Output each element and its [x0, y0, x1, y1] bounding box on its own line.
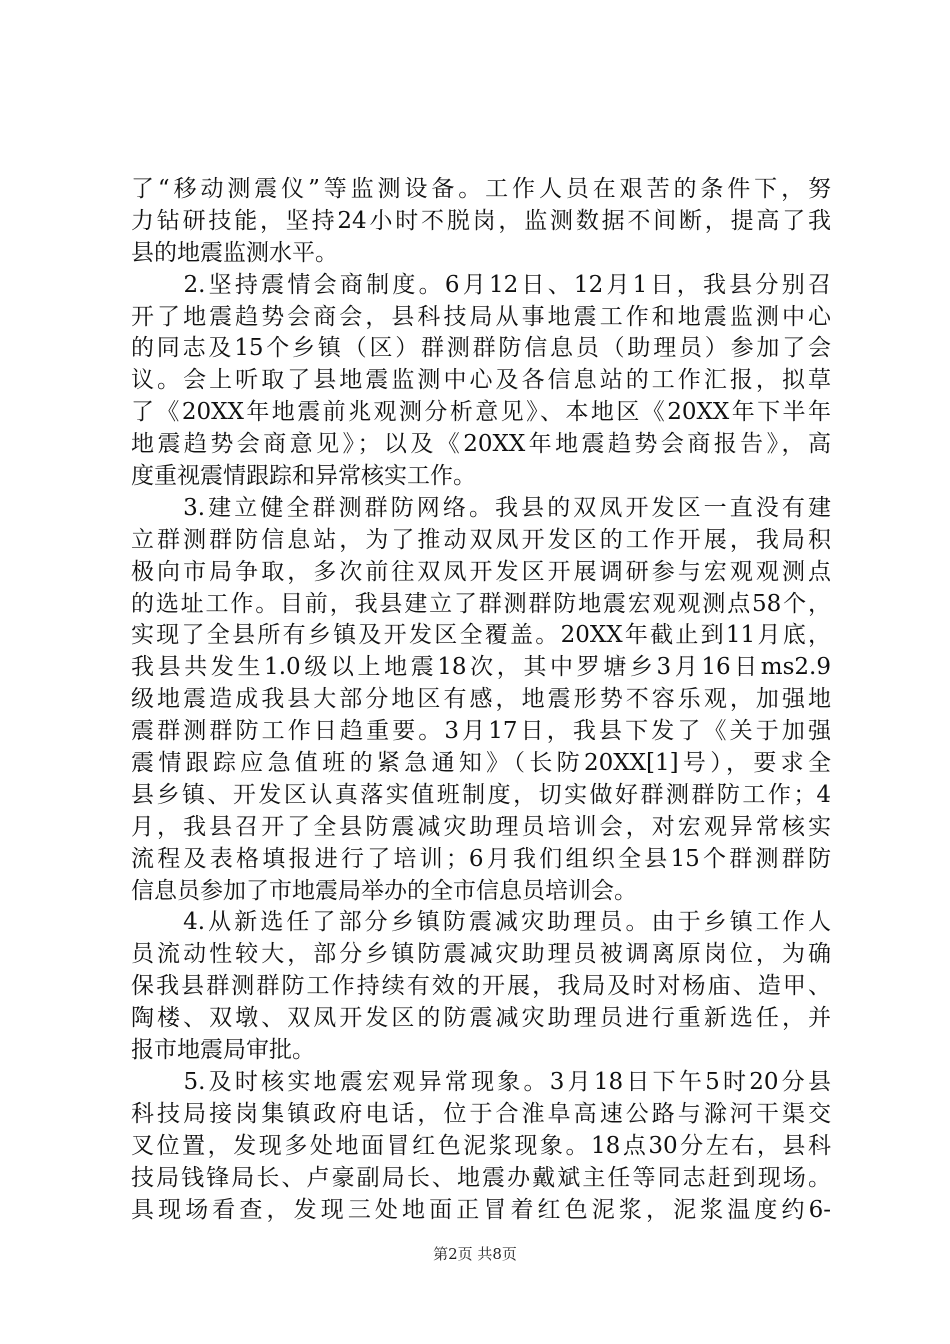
- text-line: 度重视震情跟踪和异常核实工作。: [131, 463, 476, 490]
- text-line: 地震趋势会商意见》；以及《20XX年地震趋势会商报告》，高: [131, 431, 831, 458]
- text-line: 月，我县召开了全县防震减灾助理员培训会，对宏观异常核实: [131, 813, 831, 840]
- text-line: 报市地震局审批。: [131, 1037, 315, 1064]
- text-line: 极向市局争取，多次前往双凤开发区开展调研参与宏观观测点: [131, 558, 831, 585]
- text-line: 3.建立健全群测群防网络。我县的双凤开发区一直没有建: [131, 494, 831, 521]
- text-line: 震群测群防工作日趋重要。3月17日，我县下发了《关于加强: [131, 718, 831, 745]
- text-line: 4.从新选任了部分乡镇防震减灾助理员。由于乡镇工作人: [131, 909, 831, 936]
- text-line: 技局钱锋局长、卢豪副局长、地震办戴斌主任等同志赶到现场。: [131, 1164, 831, 1191]
- text-line: 县的地震监测水平。: [131, 239, 338, 266]
- text-line: 力钻研技能，坚持24小时不脱岗，监测数据不间断，提高了我: [131, 207, 831, 234]
- text-line: 具现场看查，发现三处地面正冒着红色泥浆，泥浆温度约6-: [131, 1196, 831, 1223]
- text-line: 的同志及15个乡镇（区）群测群防信息员（助理员）参加了会: [131, 335, 831, 362]
- text-line: 震情跟踪应急值班的紧急通知》（长防20XX[1]号），要求全: [131, 750, 831, 777]
- text-line: 开了地震趋势会商会，县科技局从事地震工作和地震监测中心: [131, 303, 831, 330]
- text-line: 科技局接岗集镇政府电话，位于合淮阜高速公路与滁河干渠交: [131, 1100, 831, 1127]
- text-line: 信息员参加了市地震局举办的全市信息员培训会。: [131, 877, 637, 904]
- text-line: 叉位置，发现多处地面冒红色泥浆现象。18点30分左右，县科: [131, 1132, 831, 1159]
- text-line: 县乡镇、开发区认真落实值班制度，切实做好群测群防工作；4: [131, 781, 831, 808]
- text-line: 议。会上听取了县地震监测中心及各信息站的工作汇报，拟草: [131, 367, 831, 394]
- text-line: 了“移动测震仪”等监测设备。工作人员在艰苦的条件下，努: [131, 176, 831, 202]
- text-line: 实现了全县所有乡镇及开发区全覆盖。20XX年截止到11月底，: [131, 622, 831, 649]
- body-text: [131, 174, 831, 1226]
- text-line: 的选址工作。目前，我县建立了群测群防地震宏观观测点58个，: [131, 590, 831, 617]
- text-line: 陶楼、双墩、双凤开发区的防震减灾助理员进行重新选任，并: [131, 1005, 831, 1032]
- text-line: 5.及时核实地震宏观异常现象。3月18日下午5时20分县: [131, 1068, 831, 1095]
- text-line: 了《20XX年地震前兆观测分析意见》、本地区《20XX年下半年: [131, 399, 831, 426]
- text-line: 级地震造成我县大部分地区有感，地震形势不容乐观，加强地: [131, 686, 831, 713]
- text-line: 2.坚持震情会商制度。6月12日、12月1日，我县分别召: [131, 271, 831, 298]
- text-line: 我县共发生1.0级以上地震18次，其中罗塘乡3月16日ms2.9: [131, 654, 831, 681]
- text-line: 流程及表格填报进行了培训；6月我们组织全县15个群测群防: [131, 845, 831, 872]
- page-footer: 第2页 共8页: [433, 1245, 517, 1263]
- text-line: 员流动性较大，部分乡镇防震减灾助理员被调离原岗位，为确: [131, 941, 831, 968]
- text-line: 保我县群测群防工作持续有效的开展，我局及时对杨庙、造甲、: [131, 973, 831, 1000]
- text-line: 立群测群防信息站，为了推动双凤开发区的工作开展，我局积: [131, 526, 831, 553]
